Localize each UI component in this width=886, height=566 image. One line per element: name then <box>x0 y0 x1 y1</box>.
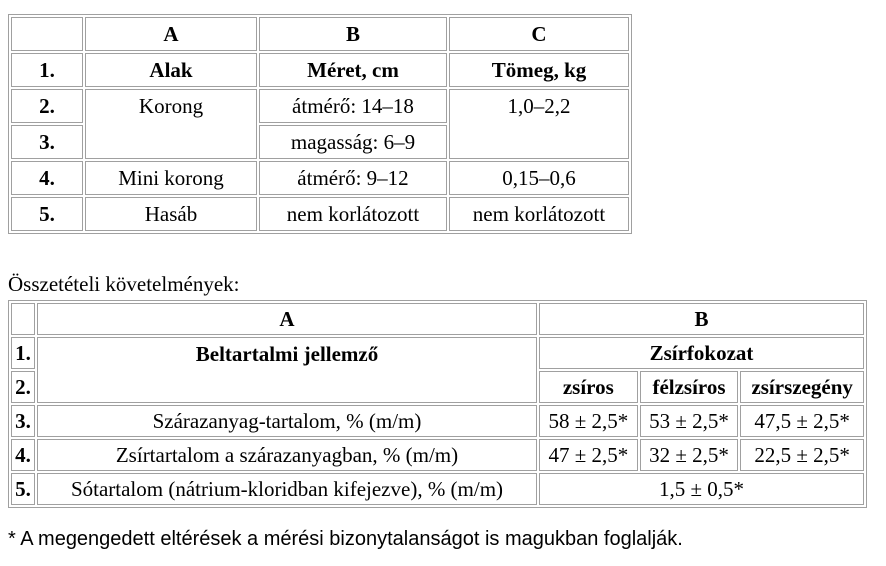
property-header: Beltartalmi jellemző <box>37 337 537 403</box>
table-header-row <box>11 303 864 335</box>
cell-a: Hasáb <box>85 197 257 231</box>
table-row <box>11 405 864 437</box>
row-number: 3. <box>11 125 83 159</box>
table-row <box>11 197 629 231</box>
table-row <box>11 439 864 471</box>
table-row <box>11 89 629 123</box>
cell-b: Méret, cm <box>259 53 447 87</box>
composition-caption: Összetételi követelmények: <box>8 272 240 296</box>
col-header-a: A <box>85 17 257 51</box>
value-cell-merged: 1,5 ± 0,5* <box>539 473 864 505</box>
cell-a: Korong <box>85 89 257 159</box>
footnote: * A megengedett eltérések a mérési bizonytalanságot is magukban foglalják. <box>8 528 683 550</box>
value-cell: 32 ± 2,5* <box>640 439 739 471</box>
row-number: 1. <box>11 337 35 369</box>
col-header-b: B <box>259 17 447 51</box>
cell-c: nem korlátozott <box>449 197 629 231</box>
cell-c: 0,15–0,6 <box>449 161 629 195</box>
table-row <box>11 337 864 369</box>
value-cell: 58 ± 2,5* <box>539 405 638 437</box>
property-label: Szárazanyag-tartalom, % (m/m) <box>37 405 537 437</box>
row-number: 5. <box>11 473 35 505</box>
row-number: 1. <box>11 53 83 87</box>
row-number: 2. <box>11 371 35 403</box>
corner-cell <box>11 17 83 51</box>
row-number: 4. <box>11 161 83 195</box>
cell-b: magasság: 6–9 <box>259 125 447 159</box>
property-label: Sótartalom (nátrium-kloridban kifejezve), % (m/m) <box>37 473 537 505</box>
cell-c: Tömeg, kg <box>449 53 629 87</box>
value-cell: 22,5 ± 2,5* <box>740 439 864 471</box>
table-row <box>11 161 629 195</box>
shape-table <box>8 14 632 234</box>
cell-a: Mini korong <box>85 161 257 195</box>
table-row <box>11 53 629 87</box>
cell-a: Alak <box>85 53 257 87</box>
cell-b: átmérő: 9–12 <box>259 161 447 195</box>
row-number: 3. <box>11 405 35 437</box>
table-header-row <box>11 17 629 51</box>
composition-table <box>8 300 867 508</box>
value-cell: 53 ± 2,5* <box>640 405 739 437</box>
table-row <box>11 473 864 505</box>
fat-grade-header: Zsírfokozat <box>539 337 864 369</box>
col-header-c: C <box>449 17 629 51</box>
col-header-a: A <box>37 303 537 335</box>
col-header-b: B <box>539 303 864 335</box>
subheader-low-fat: zsírszegény <box>740 371 864 403</box>
cell-b: átmérő: 14–18 <box>259 89 447 123</box>
subheader-half-fat: félzsíros <box>640 371 739 403</box>
cell-c: 1,0–2,2 <box>449 89 629 159</box>
value-cell: 47,5 ± 2,5* <box>740 405 864 437</box>
cell-b: nem korlátozott <box>259 197 447 231</box>
row-number: 5. <box>11 197 83 231</box>
row-number: 4. <box>11 439 35 471</box>
property-label: Zsírtartalom a szárazanyagban, % (m/m) <box>37 439 537 471</box>
corner-cell <box>11 303 35 335</box>
row-number: 2. <box>11 89 83 123</box>
subheader-full-fat: zsíros <box>539 371 638 403</box>
value-cell: 47 ± 2,5* <box>539 439 638 471</box>
